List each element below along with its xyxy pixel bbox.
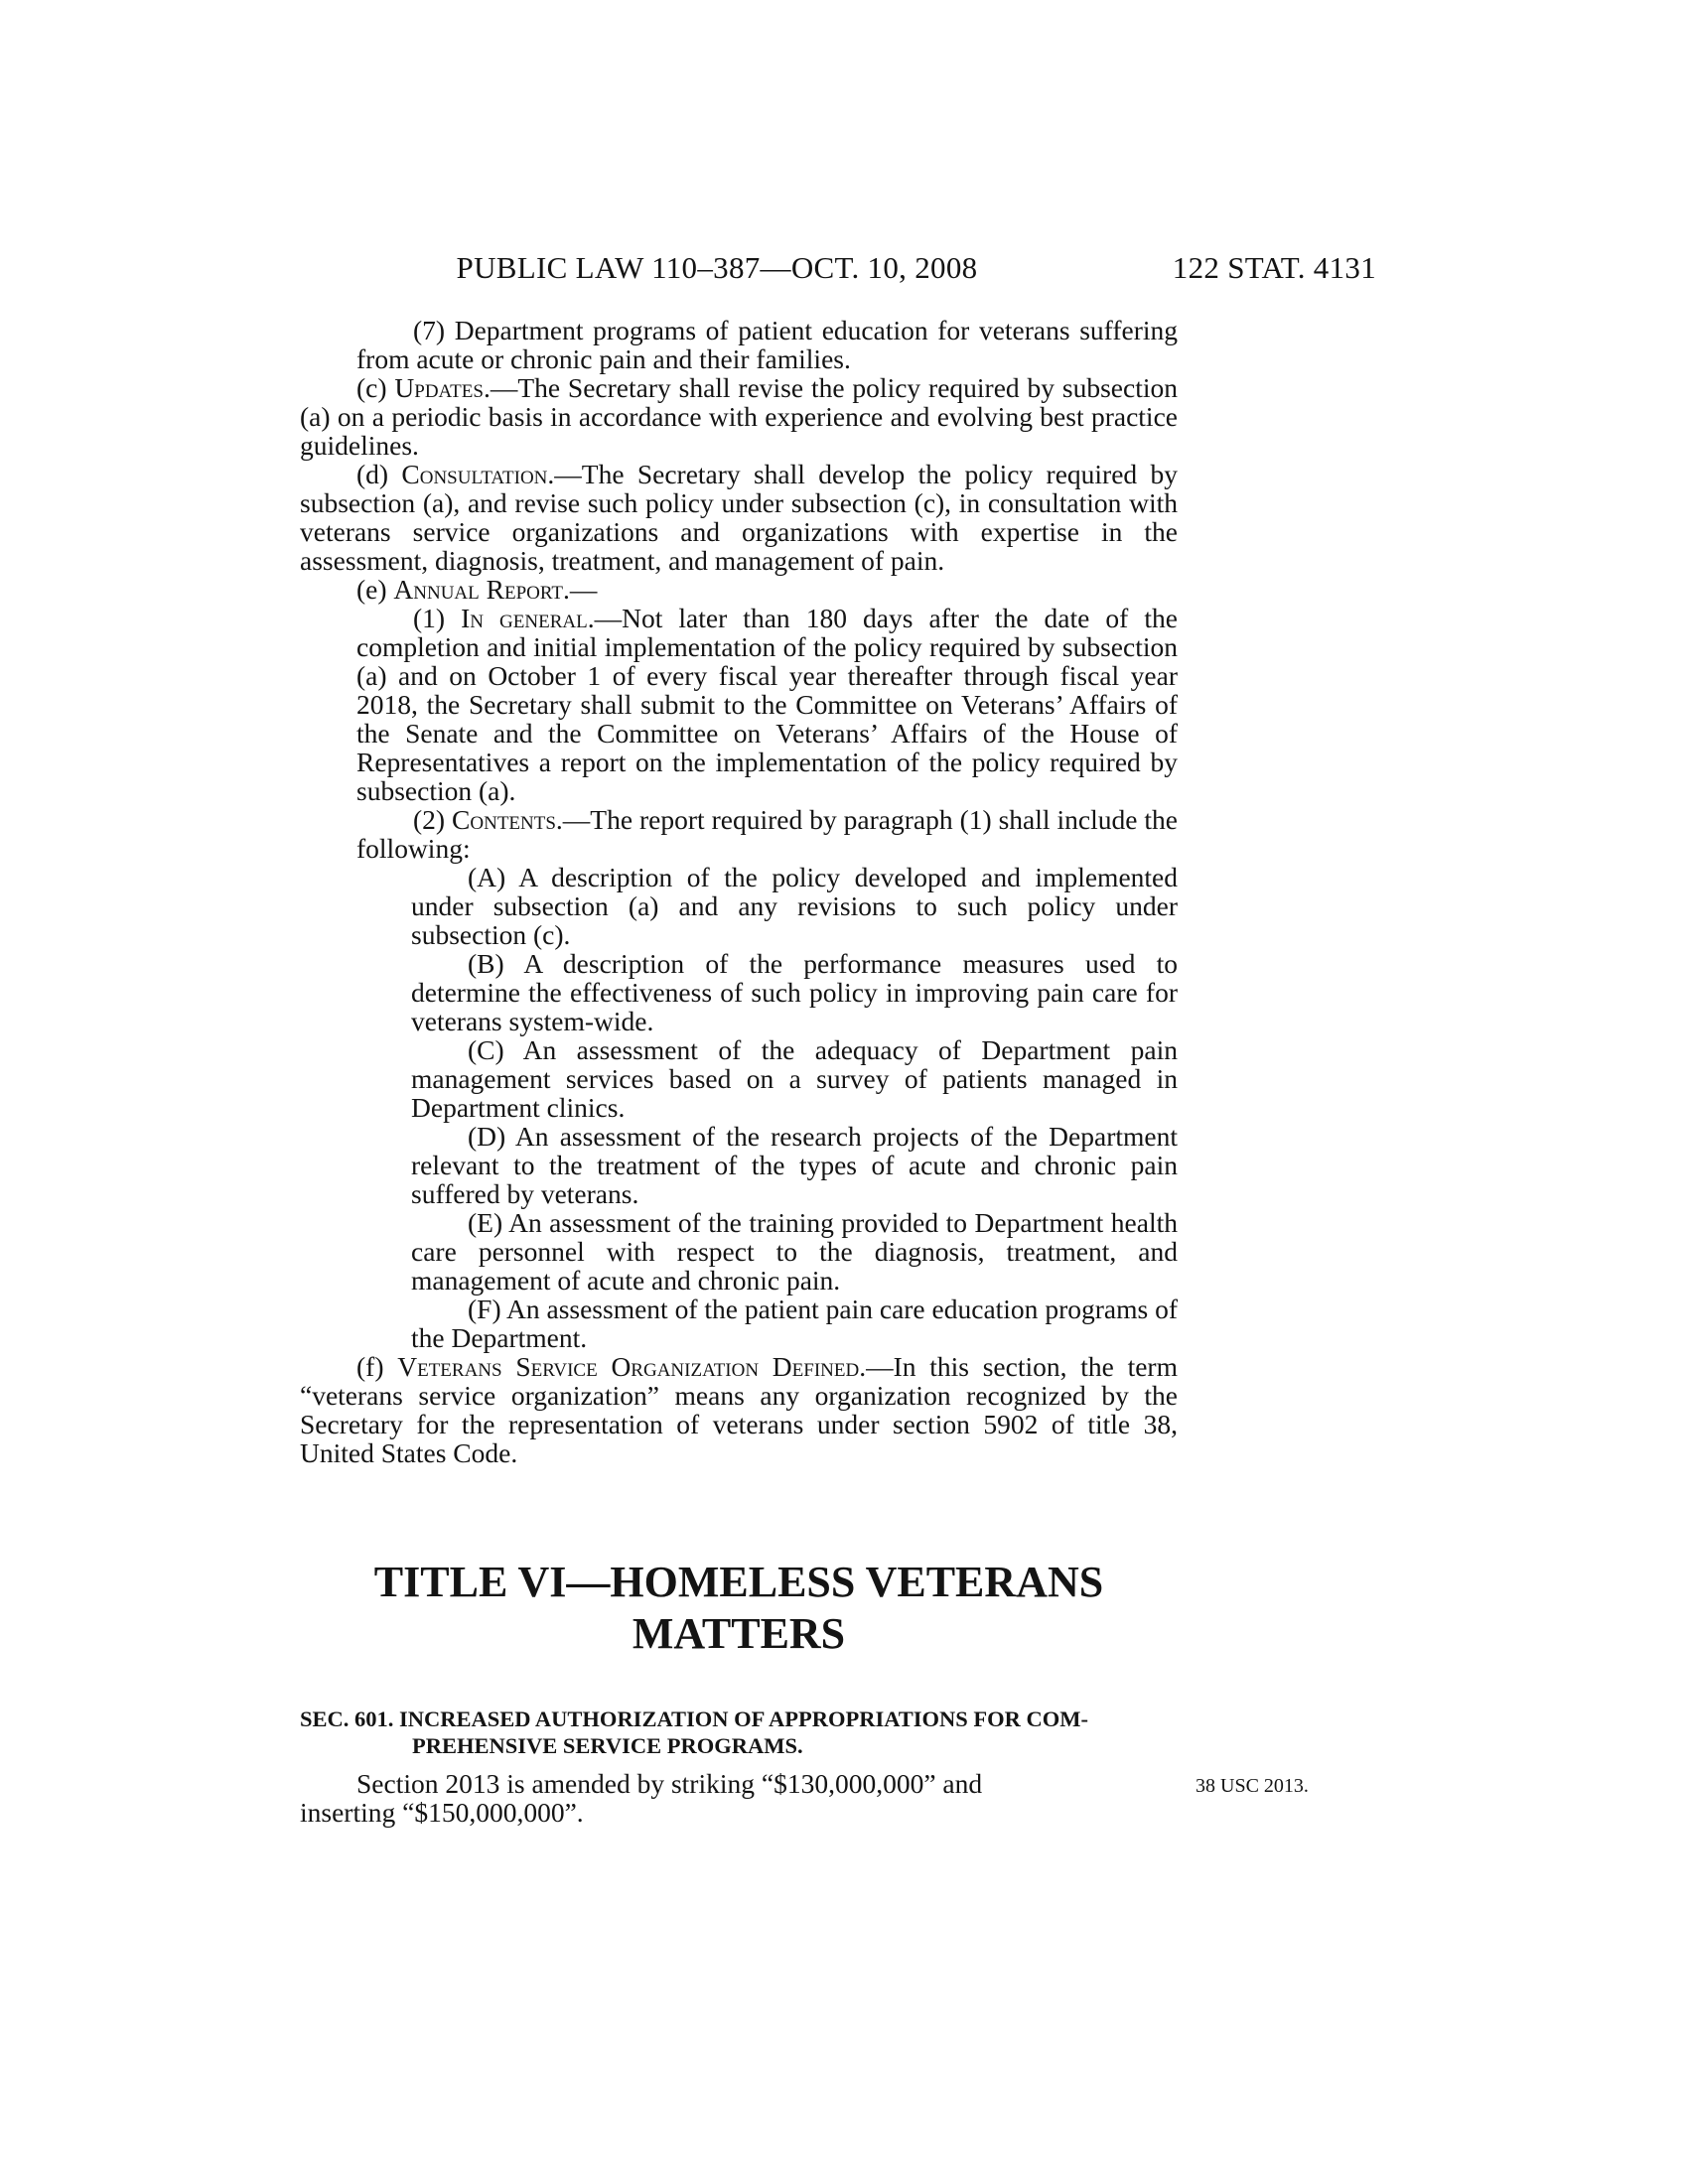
subsection-d-heading: Consultation [401,459,548,489]
paragraph-e2-heading: Contents [452,804,556,835]
subsection-f: (f) Veterans Service Organization Defined.—In this section, the term “veterans service organization” means any organization recognized by the Secretary for the representation of veterans under section 5902 of title 38, United States Code. [300,1351,1178,1468]
title-heading [300,1557,1178,1660]
section-heading-line-1: SEC. 601. INCREASED AUTHORIZATION OF APPROPRIATIONS FOR COM- [300,1706,1089,1731]
subparagraph-d: (D) An assessment of the research projects of the Department relevant to the treatment of the types of acute and chronic pain suffered by veterans. [411,1121,1178,1209]
subparagraph-c: (C) An assessment of the adequacy of Department pain management services based on a survey of patients managed in Department clinics. [411,1034,1178,1123]
subsection-e-heading: Annual Report [393,574,564,605]
paragraph-e1: (1) In general.—Not later than 180 days after the date of the completion and initial implementation of the policy required by subsection (a) and on October 1 of every fiscal year thereafter through fiscal year 2018, the Secretary shall submit to the Committee on Veterans’ Affairs of the Senate and the Committee on Veterans’ Affairs of the House of Representatives a report on the implementation of the policy required by subsection (a). [356,603,1178,806]
section-text-line-2: inserting “$150,000,000”. [300,1797,584,1828]
paragraph-7: (7) Department programs of patient education for veterans suffering from acute or chronic pain and their families. [356,315,1178,374]
paragraph-e2: (2) Contents.—The report required by paragraph (1) shall include the following: [356,804,1178,864]
subparagraph-e: (E) An assessment of the training provided to Department health care personnel with respect to the diagnosis, treatment, and management of acute and chronic pain. [411,1207,1178,1296]
statute-body [300,316,1178,1467]
title-line-1: TITLE VI—HOMELESS VETERANS [373,1558,1104,1606]
subparagraph-a: (A) A description of the policy developed and implemented under subsection (a) and any revisions to such policy under subsection (c). [411,862,1178,950]
subsection-f-heading: Veterans Service Organization Defined [397,1351,860,1382]
section-text [300,1769,1178,1827]
section-text-line-1: Section 2013 is amended by striking “$130,000,000” and [356,1768,983,1799]
running-header [300,248,1376,288]
section-heading-line-2: PREHENSIVE SERVICE PROGRAMS. [412,1733,803,1758]
margin-citation: 38 USC 2013. [1196,1775,1309,1797]
subsection-d: (d) Consultation.—The Secretary shall develop the policy required by subsection (a), and revise such policy under subsection (c), in consultation with veterans service organizations and organizations with expertise in the assessment, diagnosis, treatment, and management of pain. [300,459,1178,576]
title-line-2: MATTERS [632,1609,846,1658]
paragraph-e1-heading: In general [461,603,588,633]
subparagraph-f: (F) An assessment of the patient pain care education programs of the Department. [411,1294,1178,1353]
subsection-c: (c) Updates.—The Secretary shall revise the policy required by subsection (a) on a periodic basis in accordance with experience and evolving best practice guidelines. [300,372,1178,461]
section-heading [300,1706,1178,1759]
subsection-c-heading: Updates [394,372,484,403]
header-title: PUBLIC LAW 110–387—OCT. 10, 2008 [456,250,978,285]
subsection-e: (e) Annual Report.— [356,574,598,605]
page-number: 122 STAT. 4131 [1172,250,1376,285]
subparagraph-b: (B) A description of the performance measures used to determine the effectiveness of such policy in improving pain care for veterans system-wide. [411,948,1178,1036]
